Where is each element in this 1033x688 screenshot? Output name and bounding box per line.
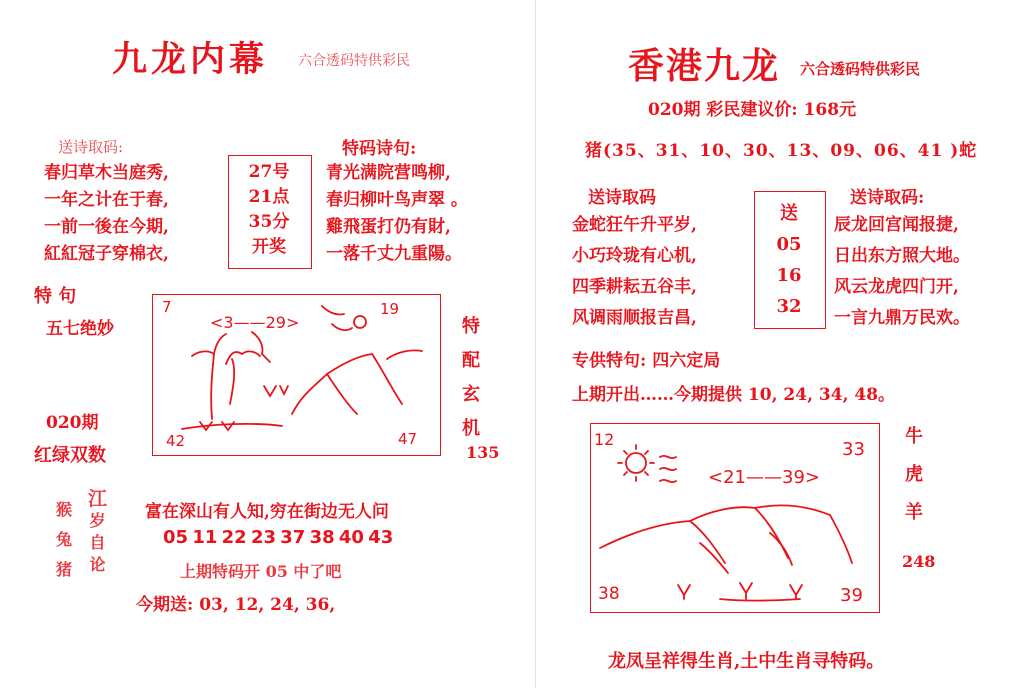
left-last-period: 上期特码开 05 中了吧	[180, 562, 342, 581]
right-last-period: 上期开出……今期提供 10, 24, 34, 48。	[572, 385, 896, 405]
left-numbers: 05 11 22 23 37 38 40 43	[163, 527, 394, 548]
poem-line: 金蛇狂午升平岁,	[572, 215, 697, 235]
draw-hour: 21点	[248, 187, 290, 207]
left-issue: 020期	[46, 413, 99, 433]
left-poem-b-heading: 特码诗句:	[342, 139, 417, 159]
poem-line: 四季耕耘五谷丰,	[572, 277, 697, 297]
left-this-period: 今期送: 03, 12, 24, 36,	[136, 595, 336, 615]
jiang-char: 岁	[89, 511, 106, 530]
left-poem-a-heading: 送诗取码:	[58, 138, 124, 156]
poem-line: 辰龙回宫闻报捷,	[834, 215, 959, 235]
side-char: 配	[462, 350, 480, 371]
right-title: 香港九龙	[628, 45, 781, 87]
right-footer: 龙凤呈祥得生肖,土中生肖寻特码。	[608, 651, 885, 672]
side-char: 机	[462, 418, 480, 439]
side-char: 玄	[462, 384, 480, 405]
side-char: 牛	[905, 426, 923, 447]
left-side-number: 135	[466, 443, 500, 462]
sketch-label-tr: 19	[380, 300, 400, 318]
poem-line: 小巧玲珑有心机,	[572, 246, 697, 266]
jiang-char: 自	[89, 533, 106, 552]
jiang-column	[88, 488, 107, 576]
poem-line: 一前一後在今期,	[44, 217, 169, 237]
right-side-number: 248	[902, 552, 936, 571]
right-pig-line: 猪(35、31、10、30、13、09、06、41 )蛇	[585, 141, 978, 161]
right-poem-b	[834, 210, 970, 334]
poem-line: 青光满院营鸣柳,	[326, 163, 451, 183]
sketch-label-br: 47	[398, 430, 418, 448]
left-side-vertical	[462, 310, 480, 446]
poem-line: 春归柳叶鸟声翠 。	[326, 190, 468, 210]
sketch-label-tr: 33	[842, 439, 865, 460]
poem-line: 一言九鼎万民欢。	[834, 308, 970, 328]
jiang-char: 江	[88, 488, 108, 510]
right-issue-price: 020期 彩民建议价: 168元	[648, 100, 857, 120]
poem-line: 一落千丈九重陽。	[326, 244, 462, 264]
left-poem-b	[326, 160, 468, 268]
right-subtitle: 六合透码特供彩民	[800, 60, 921, 78]
sketch-label-bl: 38	[598, 584, 620, 604]
sketch-label-bl: 42	[166, 432, 186, 450]
monkey-column	[56, 495, 72, 585]
poem-line: 风调雨顺报吉昌,	[572, 308, 697, 328]
draw-label: 开奖	[252, 237, 286, 257]
side-char: 特	[462, 316, 480, 337]
left-title: 九龙内幕	[112, 39, 269, 80]
jiang-char: 论	[89, 555, 106, 574]
right-poem-a-heading: 送诗取码	[588, 188, 656, 208]
zodiac-char: 猪	[56, 560, 73, 579]
zodiac-char: 兔	[56, 530, 73, 549]
left-proverb: 富在深山有人知,穷在街边无人问	[145, 502, 389, 522]
poem-line: 雞飛蛋打仍有財,	[326, 217, 451, 237]
draw-minute: 35分	[248, 212, 290, 232]
right-side-vertical	[905, 418, 923, 532]
right-poem-a	[572, 210, 697, 334]
right-poem-b-heading: 送诗取码:	[850, 188, 925, 208]
send-box-text	[754, 198, 824, 322]
right-sketch	[590, 423, 880, 613]
poem-line: 风云龙虎四门开,	[834, 277, 959, 297]
send-number: 05	[776, 234, 802, 255]
sketch-label-tl: 7	[162, 298, 172, 316]
left-poem-a	[44, 160, 169, 268]
draw-date: 27号	[248, 162, 290, 182]
poem-line: 日出东方照大地。	[834, 246, 970, 266]
sketch-label-range: <21——39>	[708, 467, 820, 488]
poem-line: 紅紅冠子穿棉衣,	[44, 244, 169, 264]
send-label: 送	[780, 203, 798, 224]
left-sketch	[152, 294, 441, 456]
wuqi-label: 五七绝妙	[46, 319, 114, 339]
page-divider	[535, 0, 536, 688]
te-ju-label: 特 句	[34, 286, 77, 307]
right-special: 专供特句: 四六定局	[572, 351, 721, 371]
side-char: 羊	[905, 502, 923, 523]
poem-line: 一年之计在于春,	[44, 190, 169, 210]
send-number: 16	[776, 265, 802, 286]
left-hongl: 红绿双数	[34, 445, 106, 466]
left-subtitle: 六合透码特供彩民	[298, 53, 410, 69]
sketch-label-br: 39	[840, 585, 863, 606]
poem-line: 春归草木当庭秀,	[44, 163, 169, 183]
sketch-label-tl: 12	[594, 430, 615, 449]
zodiac-char: 猴	[56, 500, 73, 519]
send-number: 32	[776, 296, 802, 317]
side-char: 虎	[905, 464, 923, 485]
draw-time-text	[228, 160, 310, 260]
sketch-label-range: <3——29>	[210, 313, 300, 332]
